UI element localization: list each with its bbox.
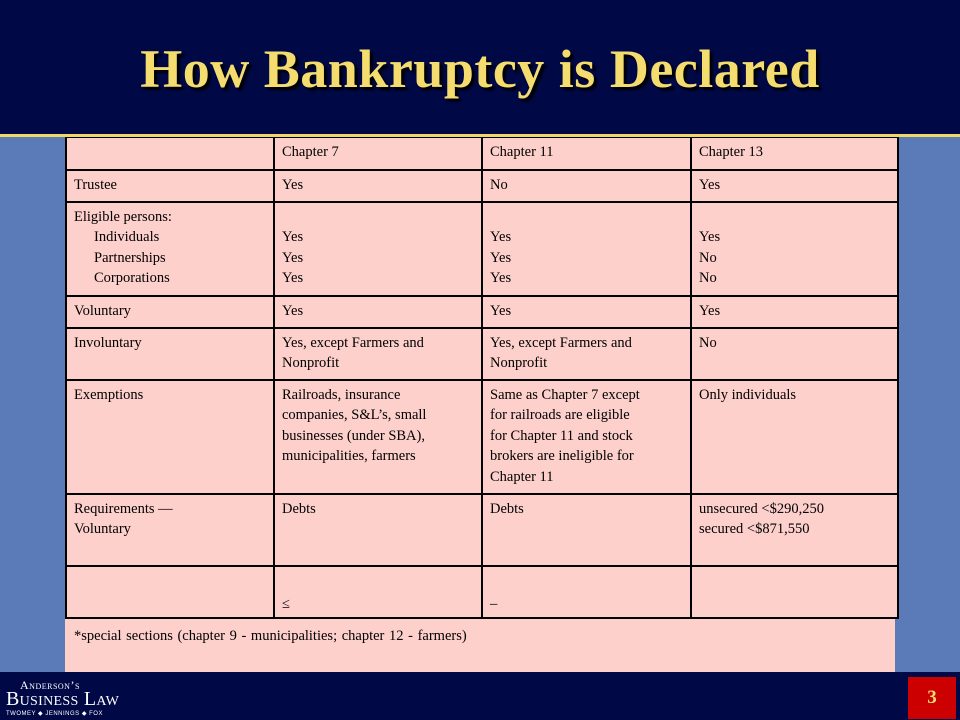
cell: Yes [482,296,691,328]
logo-line-1: Anderson’s [20,678,80,692]
header-chapter-11: Chapter 11 [482,138,691,170]
row-label-requirements [66,494,274,566]
cell-line: Yes [282,270,304,286]
sub-label: Individuals [94,229,160,245]
cell: Yes [274,296,482,328]
row-label-involuntary: Involuntary [66,328,274,380]
cell-line: No [699,249,717,266]
cell: Debts [482,494,691,566]
table-row [66,328,898,380]
cell-line: Same as Chapter 7 except [490,386,640,403]
cell-line: Yes, except Farmers and [282,334,424,351]
cell: Yes [274,170,482,202]
eligible-heading: Eligible persons: [74,208,172,225]
row-label-trustee: Trustee [66,170,274,202]
header-cell-empty [66,138,274,170]
cell-line: Yes [282,249,304,266]
table-row [66,380,898,494]
cell: – [482,566,691,618]
cell-line: municipalities, farmers [282,448,416,464]
cell [274,328,482,380]
cell-line: Yes [490,229,512,245]
table-row [66,494,898,566]
page-number: 3 [908,677,956,719]
table-row [66,170,898,202]
sub-label: Partnerships [94,249,166,266]
cell [482,380,691,494]
cell: Only individuals [691,380,898,494]
footnote: *special sections (chapter 9 - municipalities; chapter 12 - farmers) [74,628,467,644]
cell-line: unsecured <$290,250 [699,500,824,517]
table-row [66,202,898,296]
cell-line: Yes, except Farmers and [490,334,632,351]
row-label-voluntary: Voluntary [66,296,274,328]
header-chapter-13: Chapter 13 [691,138,898,170]
table-row [66,566,898,618]
bankruptcy-table [65,137,899,619]
cell-line: for railroads are eligible [490,407,630,423]
cell: No [691,328,898,380]
cell-line: Requirements — [74,500,173,517]
cell-line: Yes [699,229,721,245]
slide-title: How Bankruptcy is Declared [140,39,820,99]
table-row [66,296,898,328]
logo-line-2: Business Law [6,688,120,710]
cell-line: Yes [282,229,304,245]
cell [691,494,898,566]
row-label-eligible [66,202,274,296]
cell-line: No [699,270,717,286]
cell-line: secured <$871,550 [699,521,810,537]
cell-line: Railroads, insurance [282,386,401,403]
cell-empty [691,566,898,618]
cell-line: for Chapter 11 and stock [490,427,633,444]
cell: Debts [274,494,482,566]
cell: ≤ [274,566,482,618]
cell: No [482,170,691,202]
table-header-row [66,138,898,170]
cell-line: companies, S&L’s, small [282,407,427,423]
publisher-logo [4,676,154,718]
header-chapter-7: Chapter 7 [274,138,482,170]
cell: Yes [691,296,898,328]
row-label-exemptions: Exemptions [66,380,274,494]
cell: Yes [691,170,898,202]
sub-label: Corporations [94,270,170,286]
cell-line: Chapter 11 [490,468,554,485]
cell-line: businesses (under SBA), [282,427,425,444]
cell [691,202,898,296]
cell-line: brokers are ineligible for [490,448,634,464]
cell [274,202,482,296]
cell-empty [66,566,274,618]
logo-line-3: TWOMEY ◆ JENNINGS ◆ FOX [6,711,103,717]
cell-line: Yes [490,249,512,266]
cell [482,202,691,296]
cell-line: Nonprofit [282,355,340,371]
cell-line: Voluntary [74,521,131,537]
cell [274,380,482,494]
left-strip [0,137,65,672]
cell-line: Nonprofit [490,355,548,371]
cell [482,328,691,380]
cell-line: Yes [490,270,512,286]
